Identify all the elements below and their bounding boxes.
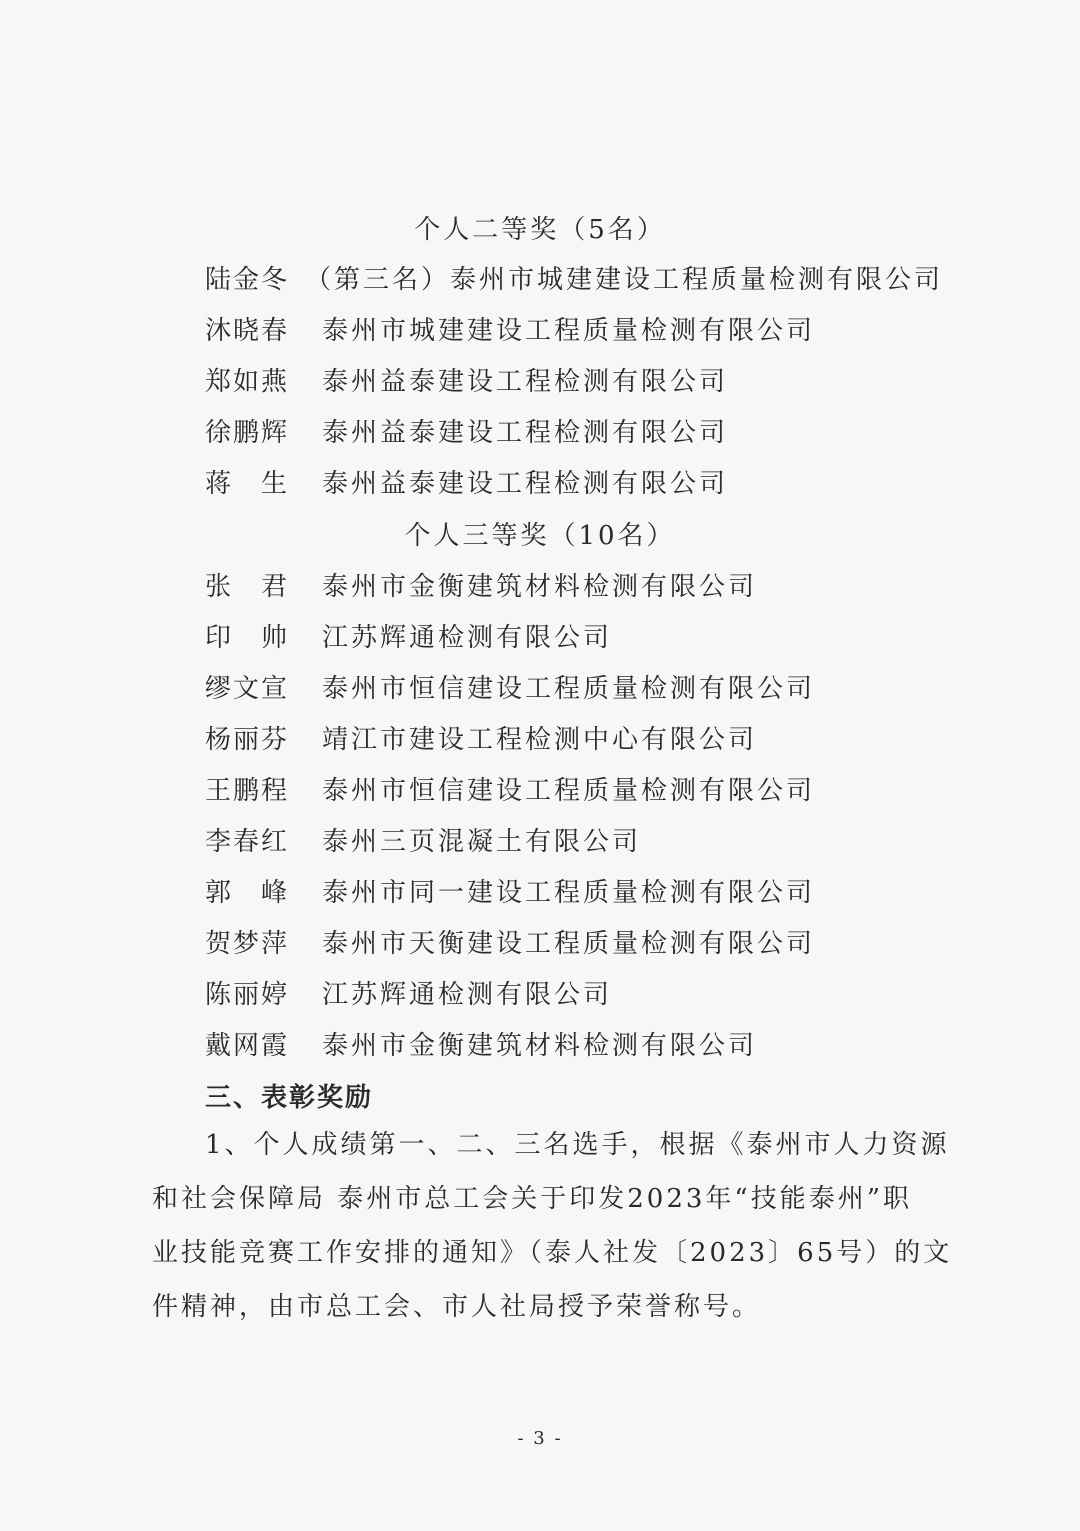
- winner-org: 泰州益泰建设工程检测有限公司: [322, 469, 729, 499]
- winner-name: 郑如燕: [205, 367, 290, 397]
- page-number: - 3 -: [517, 1428, 563, 1449]
- paragraph-line: 件精神，由市总工会、市人社局授予荣誉称号。: [152, 1292, 762, 1322]
- winner-org: 靖江市建设工程检测中心有限公司: [322, 725, 758, 755]
- winner-org: 泰州益泰建设工程检测有限公司: [322, 418, 729, 448]
- winner-org: 泰州市恒信建设工程质量检测有限公司: [322, 776, 816, 806]
- winner-name: 郭 峰: [205, 878, 290, 908]
- winner-org: 泰州市天衡建设工程质量检测有限公司: [322, 929, 816, 959]
- paragraph-line: 业技能竞赛工作安排的通知》（泰人社发〔2023〕65号）的文: [152, 1238, 953, 1268]
- winner-name: 陆金冬: [205, 265, 290, 295]
- winner-name: 戴网霞: [205, 1031, 290, 1061]
- winner-org: 泰州市城建建设工程质量检测有限公司: [322, 316, 816, 346]
- winner-org: 泰州市金衡建筑材料检测有限公司: [322, 572, 758, 602]
- section-title-third-prize: 个人三等奖（10名）: [404, 521, 676, 551]
- winner-org: 泰州市同一建设工程质量检测有限公司: [322, 878, 816, 908]
- winner-org: 泰州市恒信建设工程质量检测有限公司: [322, 674, 816, 704]
- winner-org: 江苏辉通检测有限公司: [322, 623, 613, 653]
- winner-name: 李春红: [205, 827, 290, 857]
- winner-name: 沐晓春: [205, 316, 290, 346]
- paragraph-line: 1、个人成绩第一、二、三名选手，根据《泰州市人力资源: [205, 1130, 950, 1160]
- winner-name: 王鹏程: [205, 776, 290, 806]
- winner-name: 贺梦萍: [205, 929, 290, 959]
- paragraph-line: 和社会保障局 泰州市总工会关于印发2023年“技能泰州”职: [152, 1184, 913, 1214]
- winner-name: 徐鹏辉: [205, 418, 290, 448]
- winner-org: （第三名）泰州市城建建设工程质量检测有限公司: [305, 265, 944, 295]
- winner-name: 印 帅: [205, 623, 290, 653]
- winner-org: 泰州市金衡建筑材料检测有限公司: [322, 1031, 758, 1061]
- winner-org: 江苏辉通检测有限公司: [322, 980, 613, 1010]
- section-title-second-prize: 个人二等奖（5名）: [414, 215, 666, 245]
- section-heading-rewards: 三、表彰奖励: [205, 1083, 374, 1113]
- winner-name: 张 君: [205, 572, 290, 602]
- winner-org: 泰州益泰建设工程检测有限公司: [322, 367, 729, 397]
- winner-org: 泰州三页混凝土有限公司: [322, 827, 642, 857]
- winner-name: 蒋 生: [205, 469, 290, 499]
- winner-name: 缪文宣: [205, 674, 290, 704]
- winner-name: 杨丽芬: [205, 725, 290, 755]
- winner-name: 陈丽婷: [205, 980, 290, 1010]
